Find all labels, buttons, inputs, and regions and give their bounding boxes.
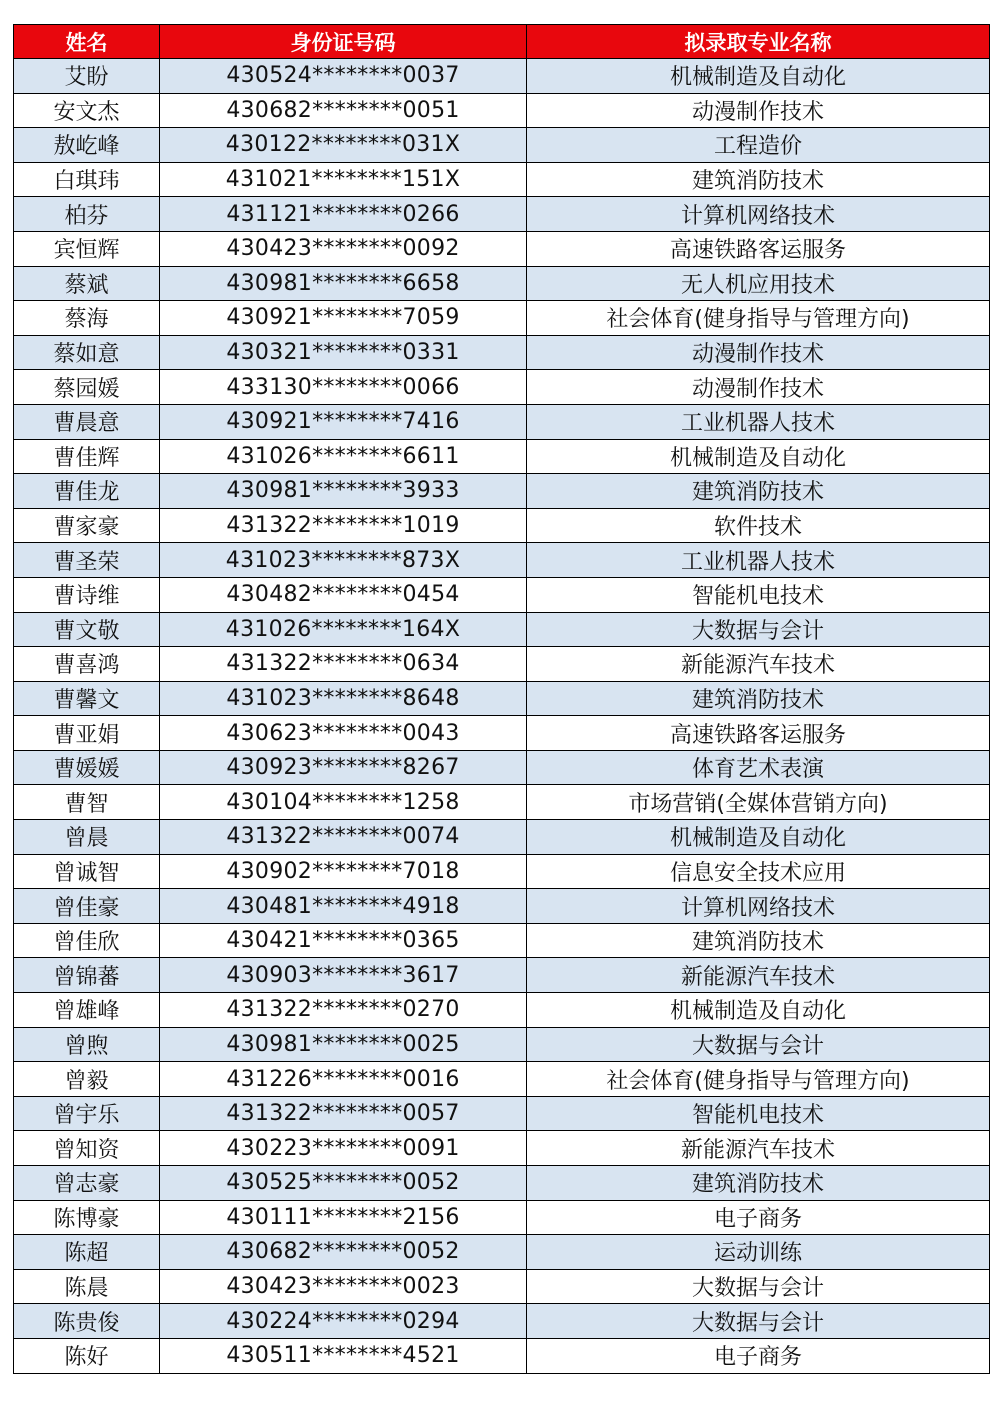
cell-name: 蔡斌 bbox=[14, 266, 160, 301]
cell-major: 计算机网络技术 bbox=[527, 889, 990, 924]
table-row bbox=[14, 681, 990, 716]
cell-id-number: 430224********0294 bbox=[160, 1304, 527, 1339]
table-row bbox=[14, 716, 990, 751]
cell-name: 曹圣荣 bbox=[14, 543, 160, 578]
table-row bbox=[14, 820, 990, 855]
cell-name: 曹智 bbox=[14, 785, 160, 820]
cell-name: 曾宇乐 bbox=[14, 1096, 160, 1131]
cell-name: 陈博豪 bbox=[14, 1200, 160, 1235]
table-row bbox=[14, 231, 990, 266]
cell-id-number: 430682********0051 bbox=[160, 93, 527, 128]
table-row bbox=[14, 508, 990, 543]
cell-id-number: 430111********2156 bbox=[160, 1200, 527, 1235]
cell-major: 机械制造及自动化 bbox=[527, 59, 990, 94]
cell-major: 无人机应用技术 bbox=[527, 266, 990, 301]
cell-id-number: 430525********0052 bbox=[160, 1166, 527, 1201]
cell-name: 陈贵俊 bbox=[14, 1304, 160, 1339]
cell-name: 敖屹峰 bbox=[14, 128, 160, 163]
cell-id-number: 430902********7018 bbox=[160, 854, 527, 889]
cell-major: 计算机网络技术 bbox=[527, 197, 990, 232]
cell-id-number: 430122********031X bbox=[160, 128, 527, 163]
cell-name: 曾雄峰 bbox=[14, 993, 160, 1028]
cell-major: 建筑消防技术 bbox=[527, 1166, 990, 1201]
admission-table bbox=[13, 24, 990, 1374]
cell-major: 新能源汽车技术 bbox=[527, 1131, 990, 1166]
cell-name: 艾盼 bbox=[14, 59, 160, 94]
cell-major: 大数据与会计 bbox=[527, 1027, 990, 1062]
table-row bbox=[14, 854, 990, 889]
cell-major: 建筑消防技术 bbox=[527, 474, 990, 509]
cell-major: 电子商务 bbox=[527, 1338, 990, 1373]
cell-major: 机械制造及自动化 bbox=[527, 820, 990, 855]
table-row bbox=[14, 404, 990, 439]
cell-name: 陈好 bbox=[14, 1338, 160, 1373]
table-row bbox=[14, 128, 990, 163]
table-row bbox=[14, 474, 990, 509]
table-row bbox=[14, 1235, 990, 1270]
cell-name: 陈晨 bbox=[14, 1269, 160, 1304]
cell-major: 工业机器人技术 bbox=[527, 404, 990, 439]
cell-id-number: 430682********0052 bbox=[160, 1235, 527, 1270]
cell-id-number: 430921********7416 bbox=[160, 404, 527, 439]
cell-major: 高速铁路客运服务 bbox=[527, 716, 990, 751]
table-row bbox=[14, 1062, 990, 1097]
table-row bbox=[14, 301, 990, 336]
cell-id-number: 430223********0091 bbox=[160, 1131, 527, 1166]
cell-major: 机械制造及自动化 bbox=[527, 993, 990, 1028]
cell-major: 智能机电技术 bbox=[527, 577, 990, 612]
cell-id-number: 431322********0634 bbox=[160, 647, 527, 682]
cell-name: 曾诚智 bbox=[14, 854, 160, 889]
cell-major: 体育艺术表演 bbox=[527, 750, 990, 785]
table-row bbox=[14, 1338, 990, 1373]
table-header bbox=[14, 25, 990, 59]
cell-name: 曹诗维 bbox=[14, 577, 160, 612]
cell-name: 白琪玮 bbox=[14, 162, 160, 197]
cell-id-number: 431121********0266 bbox=[160, 197, 527, 232]
cell-id-number: 430923********8267 bbox=[160, 750, 527, 785]
cell-major: 社会体育(健身指导与管理方向) bbox=[527, 301, 990, 336]
cell-major: 大数据与会计 bbox=[527, 1304, 990, 1339]
cell-name: 曾毅 bbox=[14, 1062, 160, 1097]
cell-id-number: 431026********164X bbox=[160, 612, 527, 647]
cell-name: 曹晨意 bbox=[14, 404, 160, 439]
cell-id-number: 433130********0066 bbox=[160, 370, 527, 405]
cell-name: 蔡如意 bbox=[14, 335, 160, 370]
cell-id-number: 431322********0270 bbox=[160, 993, 527, 1028]
cell-major: 高速铁路客运服务 bbox=[527, 231, 990, 266]
table-row bbox=[14, 1200, 990, 1235]
cell-name: 曾志豪 bbox=[14, 1166, 160, 1201]
cell-id-number: 431322********1019 bbox=[160, 508, 527, 543]
cell-id-number: 431021********151X bbox=[160, 162, 527, 197]
admission-list-sheet bbox=[13, 24, 989, 1374]
cell-name: 曹喜鸿 bbox=[14, 647, 160, 682]
header-name: 姓名 bbox=[14, 25, 160, 59]
table-row bbox=[14, 370, 990, 405]
cell-major: 新能源汽车技术 bbox=[527, 958, 990, 993]
cell-name: 曾锦蕃 bbox=[14, 958, 160, 993]
cell-id-number: 431322********0057 bbox=[160, 1096, 527, 1131]
cell-name: 曹佳龙 bbox=[14, 474, 160, 509]
table-row bbox=[14, 958, 990, 993]
cell-id-number: 431026********6611 bbox=[160, 439, 527, 474]
cell-name: 曹亚娟 bbox=[14, 716, 160, 751]
table-row bbox=[14, 93, 990, 128]
cell-id-number: 430981********6658 bbox=[160, 266, 527, 301]
table-row bbox=[14, 266, 990, 301]
table-row bbox=[14, 993, 990, 1028]
table-row bbox=[14, 612, 990, 647]
table-row bbox=[14, 889, 990, 924]
cell-id-number: 430104********1258 bbox=[160, 785, 527, 820]
cell-id-number: 431322********0074 bbox=[160, 820, 527, 855]
cell-major: 机械制造及自动化 bbox=[527, 439, 990, 474]
cell-name: 蔡园媛 bbox=[14, 370, 160, 405]
cell-major: 电子商务 bbox=[527, 1200, 990, 1235]
table-row bbox=[14, 162, 990, 197]
table-row bbox=[14, 197, 990, 232]
cell-name: 曹馨文 bbox=[14, 681, 160, 716]
cell-name: 陈超 bbox=[14, 1235, 160, 1270]
table-row bbox=[14, 1166, 990, 1201]
cell-name: 蔡海 bbox=[14, 301, 160, 336]
cell-name: 宾恒辉 bbox=[14, 231, 160, 266]
table-row bbox=[14, 1131, 990, 1166]
cell-name: 曾晨 bbox=[14, 820, 160, 855]
cell-name: 曾煦 bbox=[14, 1027, 160, 1062]
table-body bbox=[14, 59, 990, 1374]
cell-major: 工业机器人技术 bbox=[527, 543, 990, 578]
cell-major: 信息安全技术应用 bbox=[527, 854, 990, 889]
cell-major: 动漫制作技术 bbox=[527, 370, 990, 405]
cell-id-number: 430482********0454 bbox=[160, 577, 527, 612]
cell-id-number: 431226********0016 bbox=[160, 1062, 527, 1097]
table-row bbox=[14, 785, 990, 820]
cell-id-number: 430481********4918 bbox=[160, 889, 527, 924]
cell-major: 智能机电技术 bbox=[527, 1096, 990, 1131]
cell-name: 曾知资 bbox=[14, 1131, 160, 1166]
cell-id-number: 430623********0043 bbox=[160, 716, 527, 751]
cell-name: 曹家豪 bbox=[14, 508, 160, 543]
table-row bbox=[14, 1096, 990, 1131]
cell-id-number: 430981********0025 bbox=[160, 1027, 527, 1062]
table-row bbox=[14, 335, 990, 370]
header-row bbox=[14, 25, 990, 59]
cell-major: 市场营销(全媒体营销方向) bbox=[527, 785, 990, 820]
cell-id-number: 430421********0365 bbox=[160, 923, 527, 958]
cell-major: 建筑消防技术 bbox=[527, 681, 990, 716]
cell-major: 建筑消防技术 bbox=[527, 923, 990, 958]
cell-id-number: 430903********3617 bbox=[160, 958, 527, 993]
cell-major: 动漫制作技术 bbox=[527, 335, 990, 370]
table-row bbox=[14, 577, 990, 612]
table-row bbox=[14, 1269, 990, 1304]
table-row bbox=[14, 647, 990, 682]
table-row bbox=[14, 750, 990, 785]
cell-major: 新能源汽车技术 bbox=[527, 647, 990, 682]
cell-id-number: 430511********4521 bbox=[160, 1338, 527, 1373]
cell-name: 曾佳欣 bbox=[14, 923, 160, 958]
cell-major: 大数据与会计 bbox=[527, 612, 990, 647]
table-row bbox=[14, 923, 990, 958]
cell-name: 安文杰 bbox=[14, 93, 160, 128]
cell-id-number: 430524********0037 bbox=[160, 59, 527, 94]
table-row bbox=[14, 543, 990, 578]
cell-id-number: 430423********0092 bbox=[160, 231, 527, 266]
cell-major: 工程造价 bbox=[527, 128, 990, 163]
table-row bbox=[14, 1304, 990, 1339]
table-row bbox=[14, 1027, 990, 1062]
header-major: 拟录取专业名称 bbox=[527, 25, 990, 59]
table-row bbox=[14, 59, 990, 94]
cell-id-number: 430981********3933 bbox=[160, 474, 527, 509]
cell-id-number: 431023********873X bbox=[160, 543, 527, 578]
cell-major: 软件技术 bbox=[527, 508, 990, 543]
cell-id-number: 431023********8648 bbox=[160, 681, 527, 716]
cell-name: 曹文敬 bbox=[14, 612, 160, 647]
cell-name: 曾佳豪 bbox=[14, 889, 160, 924]
cell-id-number: 430921********7059 bbox=[160, 301, 527, 336]
cell-major: 社会体育(健身指导与管理方向) bbox=[527, 1062, 990, 1097]
cell-major: 运动训练 bbox=[527, 1235, 990, 1270]
cell-name: 曹媛媛 bbox=[14, 750, 160, 785]
cell-name: 柏芬 bbox=[14, 197, 160, 232]
cell-id-number: 430423********0023 bbox=[160, 1269, 527, 1304]
table-row bbox=[14, 439, 990, 474]
cell-major: 建筑消防技术 bbox=[527, 162, 990, 197]
cell-id-number: 430321********0331 bbox=[160, 335, 527, 370]
header-id-number: 身份证号码 bbox=[160, 25, 527, 59]
cell-major: 动漫制作技术 bbox=[527, 93, 990, 128]
cell-name: 曹佳辉 bbox=[14, 439, 160, 474]
cell-major: 大数据与会计 bbox=[527, 1269, 990, 1304]
